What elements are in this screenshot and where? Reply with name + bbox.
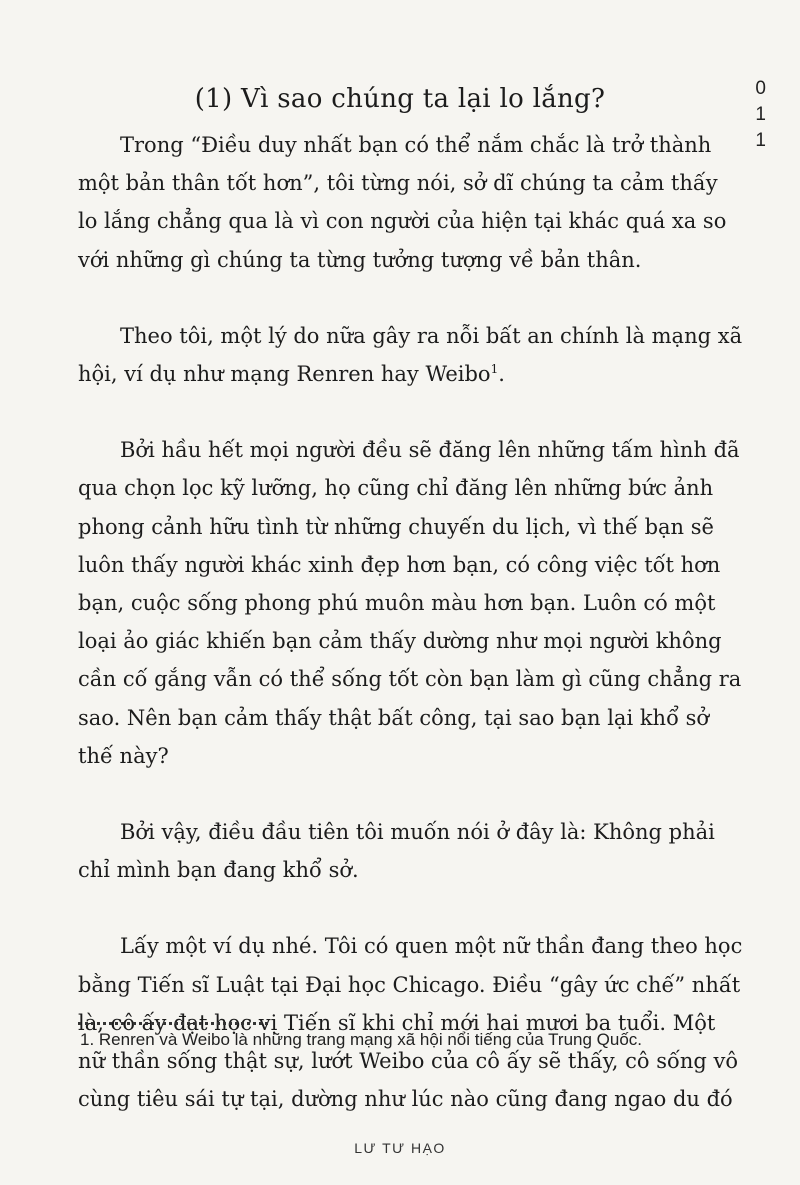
paragraph-1	[78, 126, 727, 279]
page-number-digit: 0	[755, 78, 766, 99]
text-fragment: hội, ví dụ như mạng Renren hay Weibo	[78, 362, 491, 387]
text-line: Bởi vậy, điều đầu tiên tôi muốn nói ở đây là: Không phải	[120, 820, 715, 845]
text-line	[78, 355, 718, 393]
text-line: luôn thấy người khác xinh đẹp hơn bạn, có công việc tốt hơn	[78, 552, 721, 577]
footnote-reference[interactable]: 1	[490, 362, 499, 377]
body-text	[78, 126, 743, 1156]
page-number-digit: 1	[755, 104, 766, 125]
footnote-divider	[78, 1022, 268, 1025]
text-line: nữ thần sống thật sự, lướt Weibo của cô ấy sẽ thấy, cô sống vô	[78, 1049, 739, 1074]
text-line: Bởi hầu hết mọi người đều sẽ đăng lên những tấm hình đã	[120, 438, 740, 463]
page-number-digit: 1	[755, 130, 766, 151]
text-line: với những gì chúng ta từng tưởng tượng về bản thân.	[78, 247, 642, 272]
text-line: phong cảnh hữu tình từ những chuyến du lịch, vì thế bạn sẽ	[78, 514, 714, 539]
section-title: (1) Vì sao chúng ta lại lo lắng?	[194, 84, 606, 114]
paragraph-3	[78, 431, 742, 775]
paragraph-4	[78, 813, 718, 889]
text-line: Lấy một ví dụ nhé. Tôi có quen một nữ thần đang theo học	[120, 934, 743, 959]
text-line: Theo tôi, một lý do nữa gây ra nỗi bất an chính là mạng xã	[120, 323, 743, 348]
text-line: Trong “Điều duy nhất bạn có thể nắm chắc là trở thành	[120, 133, 712, 157]
text-line: cùng tiêu sái tự tại, dường như lúc nào cũng đang ngao du đó	[78, 1087, 733, 1112]
text-line: sao. Nên bạn cảm thấy thật bất công, tại sao bạn lại khổ sở	[78, 705, 710, 730]
text-line: lo lắng chẳng qua là vì con người của hiện tại khác quá xa so	[78, 209, 727, 234]
text-line: cần cố gắng vẫn có thể sống tốt còn bạn làm gì cũng chẳng ra	[78, 667, 742, 692]
text-line: bằng Tiến sĩ Luật tại Đại học Chicago. Điều “gây ức chế” nhất	[78, 972, 741, 997]
text-line: một bản thân tốt hơn”, tôi từng nói, sở dĩ chúng ta cảm thấy	[78, 171, 718, 196]
author-footer: LƯ TƯ HẠO	[354, 1140, 446, 1156]
text-line: thế này?	[78, 743, 169, 768]
text-line: là, cô ấy đạt học vị Tiến sĩ khi chỉ mới hai mươi ba tuổi. Một	[78, 1010, 716, 1035]
text-line: qua chọn lọc kỹ lưỡng, họ cũng chỉ đăng lên những bức ảnh	[78, 476, 714, 501]
text-fragment: .	[498, 362, 505, 387]
text-line: chỉ mình bạn đang khổ sở.	[78, 858, 359, 883]
text-line: loại ảo giác khiến bạn cảm thấy dường như mọi người không	[78, 629, 722, 654]
text-line: bạn, cuộc sống phong phú muôn màu hơn bạn. Luôn có một	[78, 591, 716, 616]
footnote: 1. Renren và Weibo là những trang mạng xã hội nổi tiếng của Trung Quốc.	[80, 1030, 643, 1049]
paragraph-2	[78, 317, 743, 393]
